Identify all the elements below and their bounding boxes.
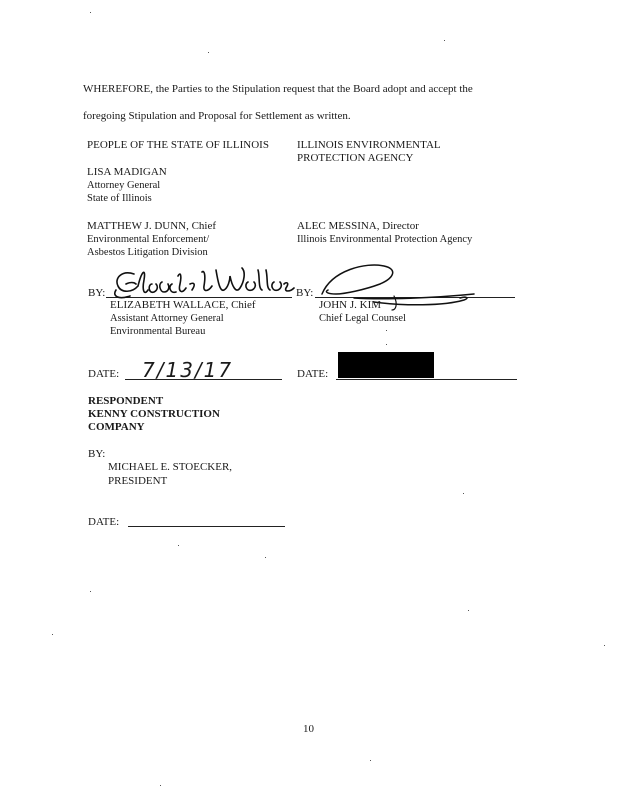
complainant-signer-title-1: Assistant Attorney General <box>110 313 224 324</box>
agency-director-title: Illinois Environmental Protection Agency <box>297 234 473 245</box>
agency-director-name: ALEC MESSINA, Director <box>297 220 419 232</box>
complainant-signer-title-2: Environmental Bureau <box>110 326 206 337</box>
respondent-name-line-2: COMPANY <box>88 421 145 433</box>
agency-party-line-1: ILLINOIS ENVIRONMENTAL <box>297 139 441 151</box>
complainant-date-label: DATE: <box>88 368 120 380</box>
respondent-signer-name: MICHAEL E. STOECKER, <box>108 461 233 473</box>
elizabeth-wallace-signature <box>108 262 298 302</box>
respondent-name-line-1: KENNY CONSTRUCTION <box>88 408 220 420</box>
enforcement-chief-title-1: Environmental Enforcement/ <box>87 234 210 245</box>
complainant-party: PEOPLE OF THE STATE OF ILLINOIS <box>87 139 269 151</box>
enforcement-chief-title-2: Asbestos Litigation Division <box>87 247 208 258</box>
complainant-by-label: BY: <box>88 287 106 299</box>
attorney-general-title: Attorney General <box>87 180 161 191</box>
agency-party-line-2: PROTECTION AGENCY <box>297 152 414 164</box>
respondent-date-line <box>128 526 285 527</box>
wherefore-line-2: foregoing Stipulation and Proposal for Settlement as written. <box>83 110 351 122</box>
agency-signer-title: Chief Legal Counsel <box>319 313 406 324</box>
agency-by-label: BY: <box>296 287 314 299</box>
respondent-signature-line <box>108 459 258 460</box>
enforcement-chief-name: MATTHEW J. DUNN, Chief <box>87 220 217 232</box>
respondent-signer-title: PRESIDENT <box>108 475 168 487</box>
complainant-signer-name: ELIZABETH WALLACE, Chief <box>110 299 256 311</box>
respondent-label: RESPONDENT <box>88 395 164 407</box>
respondent-by-label: BY: <box>88 448 106 460</box>
respondent-date-label: DATE: <box>88 516 120 528</box>
agency-date-label: DATE: <box>297 368 329 380</box>
wherefore-line-1: WHEREFORE, the Parties to the Stipulation request that the Board adopt and accept the <box>83 83 473 95</box>
attorney-general-name: LISA MADIGAN <box>87 166 167 178</box>
page-number: 10 <box>303 723 314 735</box>
redaction-block <box>338 352 434 378</box>
attorney-general-state: State of Illinois <box>87 193 152 204</box>
agency-signer-name: JOHN J. KIM <box>319 299 382 311</box>
agency-date-line <box>336 379 517 380</box>
complainant-date-value: 7/13/17 <box>142 358 234 382</box>
